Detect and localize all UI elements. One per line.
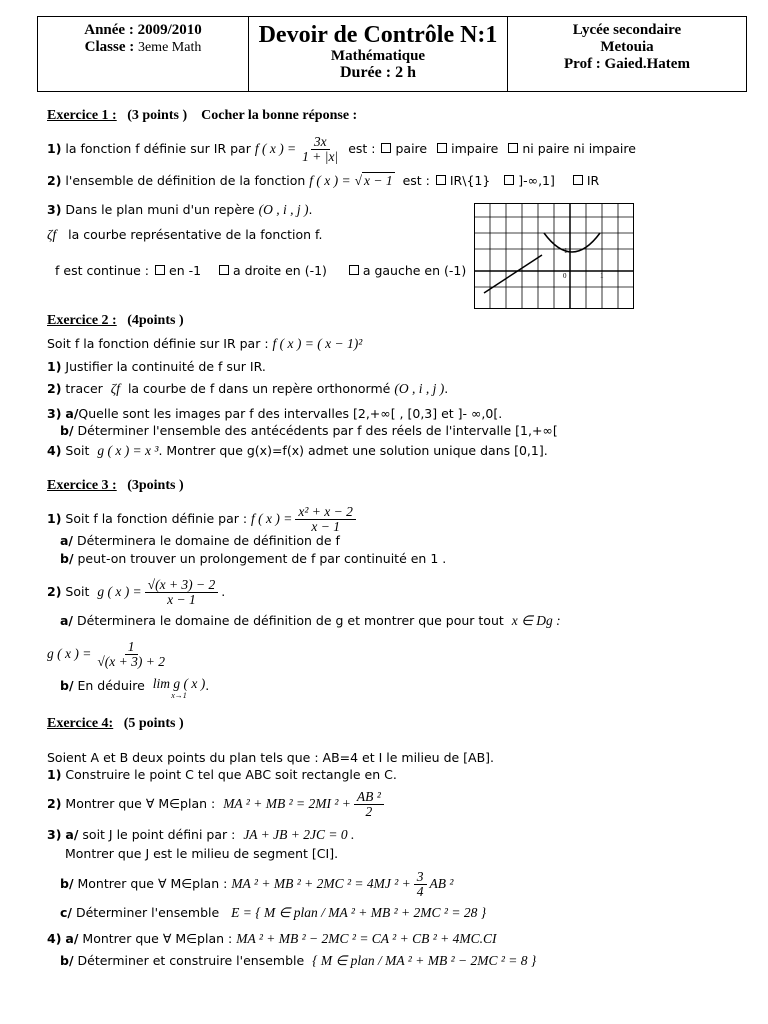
checkbox[interactable] — [573, 175, 583, 185]
ex4-q3a: 3) a/ soit J le point défini par : JA + JB + 2JC = 0 . — [47, 827, 355, 842]
checkbox[interactable] — [381, 143, 391, 153]
ex3-q2b: b/ En déduire lim g ( x ) x→1 . — [60, 676, 210, 700]
school: Lycée secondaire — [572, 22, 682, 38]
checkbox[interactable] — [219, 265, 229, 275]
ex4-q4a: 4) a/ Montrer que ∀ M∈plan : MA ² + MB ² − 2MC ² = CA ² + CB ² + 4MC.CI — [47, 931, 497, 946]
ex2-q4: 4) Soit g ( x ) = x ³. Montrer que g(x)=f(x) admet une solution unique dans [0,1]. — [47, 443, 548, 458]
ex4-q2: 2) Montrer que ∀ M∈plan : MA ² + MB ² = 2MI ² + $\frac{\text{AB ²}}{2}$ — [47, 790, 387, 819]
ex3-q1b: b/ peut-on trouver un prolongement de f par continuité en 1 . — [60, 551, 447, 566]
ex2-heading: Exercice 2 : (4points ) — [47, 313, 184, 328]
ex2-intro: Soit f la fonction définie sur IR par : f ( x ) = ( x − 1)² — [47, 336, 363, 351]
label-1-x: 1 — [600, 272, 604, 280]
city: Metouia — [600, 39, 654, 55]
header-right — [508, 17, 746, 91]
checkbox[interactable] — [155, 265, 165, 275]
ex2-q3b: b/ Déterminer l'ensemble des antécédents par f des réels de l'intervalle [1,+∞[ — [60, 423, 558, 438]
ex3-q1a: a/ Déterminera le domaine de définition de f — [60, 533, 340, 548]
ex2-q3a: 3) a/Quelle sont les images par f des intervalles [2,+∞[ , [0,3] et ]- ∞,0[. — [47, 406, 503, 421]
class: Classe : 3eme Math — [84, 39, 202, 55]
ex1-q1: 1) la fonction f définie sur IR par f ( x ) = $\frac{3x}{1 + |x|}$ est : paire impaire ni paire ni impaire — [47, 134, 636, 164]
checkbox[interactable] — [508, 143, 518, 153]
ex1-q2: 2) l'ensemble de définition de la fonction f ( x ) = √ x − 1 est : IR\{1} ]-∞,1] IR — [47, 173, 600, 188]
checkbox[interactable] — [437, 143, 447, 153]
checkbox[interactable] — [504, 175, 514, 185]
ex4-intro: Soient A et B deux points du plan tels que : AB=4 et I le milieu de [AB]. — [47, 750, 495, 765]
ex3-heading: Exercice 3 : (3points ) — [47, 478, 184, 493]
subject: Mathématique — [330, 48, 426, 64]
ex4-q1: 1) Construire le point C tel que ABC soit rectangle en C. — [47, 767, 397, 782]
ex4-q3a2: Montrer que J est le milieu de segment [CI]. — [65, 846, 339, 861]
ex2-q1: 1) Justifier la continuité de f sur IR. — [47, 359, 266, 374]
ex1-q3: 3) Dans le plan muni d'un repère (O , i , j ). — [47, 202, 313, 217]
ex4-q3b: b/ Montrer que ∀ M∈plan : MA ² + MB ² + 2MC ² = 4MJ ² + $\frac{3}{4}$ AB ² — [60, 869, 454, 899]
checkbox[interactable] — [436, 175, 446, 185]
exam-title: Devoir de Contrôle N:1 — [258, 22, 498, 48]
teacher: Prof : Gaied.Hatem — [564, 56, 690, 72]
header-center — [249, 17, 508, 91]
duration: Durée : 2 h — [340, 64, 416, 81]
header-box — [37, 16, 747, 92]
ex4-q4b: b/ Déterminer et construire l'ensemble { M ∈ plan / MA ² + MB ² − 2MC ² = 8 } — [60, 953, 537, 968]
function-graph — [474, 203, 634, 309]
ex1-heading: Exercice 1 : (3 points ) Cocher la bonne réponse : — [47, 108, 358, 123]
label-0: 0 — [563, 272, 567, 280]
ex4-heading: Exercice 4: (5 points ) — [47, 716, 184, 731]
year: Année : 2009/2010 — [84, 22, 202, 38]
ex3-q2: 2) Soit g ( x ) = $\frac{√(x + 3) - 2}{x - 1}$ . — [47, 577, 226, 607]
ex3-q1: 1) Soit f la fonction définie par : f ( x ) = $\frac{\text{x² + x − 2}}{x - 1}$ — [47, 505, 359, 534]
header-left — [38, 17, 249, 91]
label-1-y: 1 — [564, 247, 568, 255]
ex3-g-alt: g ( x ) = $\frac{1}{√(x + 3) + 2}$ — [47, 639, 165, 669]
ex4-q3c: c/ Déterminer l'ensemble E = { M ∈ plan / MA ² + MB ² + 2MC ² = 28 } — [60, 905, 487, 920]
checkbox[interactable] — [349, 265, 359, 275]
ex3-q2a: a/ Déterminera le domaine de définition de g et montrer que pour tout x ∈ Dg : — [60, 613, 561, 628]
ex2-q2: 2) tracer ζf la courbe de f dans un repère orthonormé (O , i , j ). — [47, 381, 449, 396]
ex1-q3-curve: ζf la courbe représentative de la fonction f. — [47, 227, 323, 242]
ex1-q3-cont: f est continue : en -1 a droite en (-1) a gauche en (-1) — [55, 263, 467, 278]
